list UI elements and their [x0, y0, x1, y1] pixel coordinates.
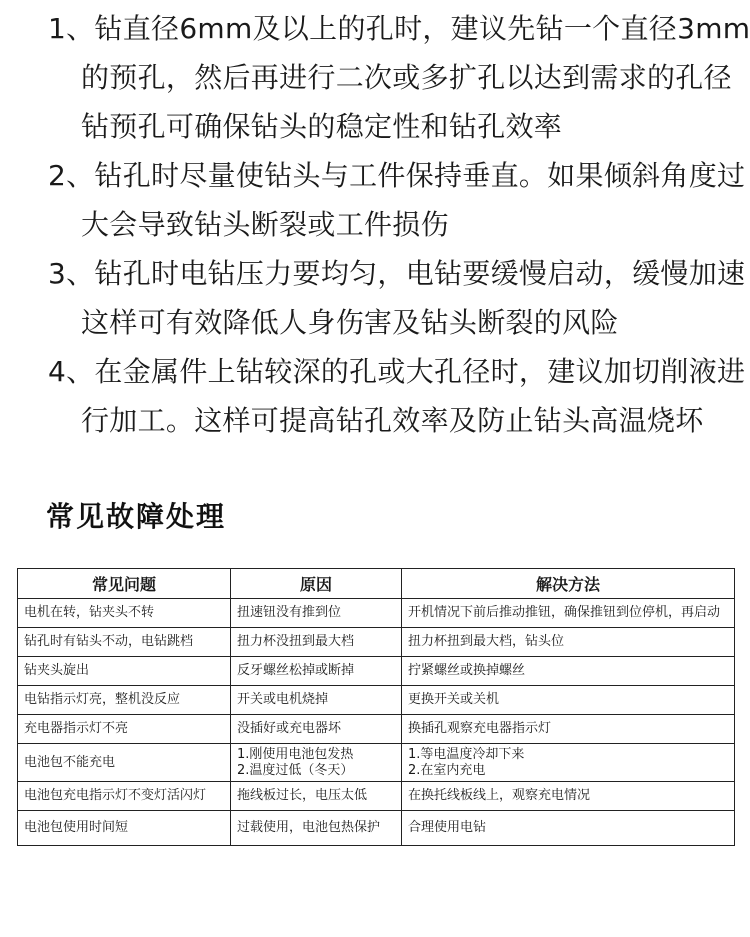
table-row [18, 599, 735, 628]
table-row [18, 715, 735, 744]
problem-cell: 电池包使用时间短 [18, 811, 231, 846]
tip-4-line-1: 4、在金属件上钻较深的孔或大孔径时，建议加切削液进 [48, 355, 746, 388]
cause-cell: 扭力杯没扭到最大档 [231, 628, 402, 657]
solution-cell: 开机情况下前后推动推钮，确保推钮到位停机，再启动 [402, 599, 735, 628]
tip-3-line-1: 3、钻孔时电钻压力要均匀，电钻要缓慢启动，缓慢加速 [48, 257, 746, 290]
table-row [18, 686, 735, 715]
tip-1-line-3: 钻预孔可确保钻头的稳定性和钻孔效率 [81, 110, 563, 143]
header-cause: 原因 [231, 569, 402, 599]
cause-cell: 开关或电机烧掉 [231, 686, 402, 715]
cause-cell: 反牙螺丝松掉或断掉 [231, 657, 402, 686]
cause-cell: 过载使用，电池包热保护 [231, 811, 402, 846]
tip-1-line-2: 的预孔，然后再进行二次或多扩孔以达到需求的孔径 [81, 61, 732, 94]
section-title: 常见故障处理 [46, 500, 227, 533]
tip-3-line-2: 这样可有效降低人身伤害及钻头断裂的风险 [81, 306, 619, 339]
cause-cell: 扭速钮没有推到位 [231, 599, 402, 628]
table-header-row [18, 569, 735, 599]
drilling-tips [48, 4, 750, 445]
tip-1-line-1: 1、钻直径6mm及以上的孔时，建议先钻一个直径3mm [48, 12, 750, 45]
solution-cell: 拧紧螺丝或换掉螺丝 [402, 657, 735, 686]
problem-cell: 充电器指示灯不亮 [18, 715, 231, 744]
problem-cell: 钻孔时有钻头不动，电钻跳档 [18, 628, 231, 657]
table-row [18, 628, 735, 657]
problem-cell: 电池包不能充电 [18, 744, 231, 782]
solution-cell: 合理使用电钻 [402, 811, 735, 846]
solution-cell [402, 744, 735, 782]
troubleshooting-table [17, 568, 735, 846]
header-solution: 解决方法 [402, 569, 735, 599]
table-row [18, 657, 735, 686]
cause-cell [231, 744, 402, 782]
solution-line: 1.等电温度冷却下来 [408, 746, 525, 762]
cause-line: 2.温度过低（冬天） [237, 762, 354, 778]
cause-line: 1.刚使用电池包发热 [237, 746, 354, 762]
tip-4-line-2: 行加工。这样可提高钻孔效率及防止钻头高温烧坏 [81, 404, 704, 437]
table-row [18, 744, 735, 782]
solution-cell: 更换开关或关机 [402, 686, 735, 715]
tip-2-line-1: 2、钻孔时尽量使钻头与工件保持垂直。如果倾斜角度过 [48, 159, 746, 192]
solution-cell: 换插孔观察充电器指示灯 [402, 715, 735, 744]
table-row [18, 811, 735, 846]
problem-cell: 电机在转，钻夹头不转 [18, 599, 231, 628]
cause-cell: 拖线板过长，电压太低 [231, 782, 402, 811]
header-problem: 常见问题 [18, 569, 231, 599]
tip-2-line-2: 大会导致钻头断裂或工件损伤 [81, 208, 449, 241]
cause-cell: 没插好或充电器坏 [231, 715, 402, 744]
solution-cell: 在换托线板线上，观察充电情况 [402, 782, 735, 811]
solution-cell: 扭力杯扭到最大档，钻头位 [402, 628, 735, 657]
solution-line: 2.在室内充电 [408, 762, 486, 778]
problem-cell: 电钻指示灯亮，整机没反应 [18, 686, 231, 715]
problem-cell: 钻夹头旋出 [18, 657, 231, 686]
problem-cell: 电池包充电指示灯不变灯活闪灯 [18, 782, 231, 811]
table-row [18, 782, 735, 811]
